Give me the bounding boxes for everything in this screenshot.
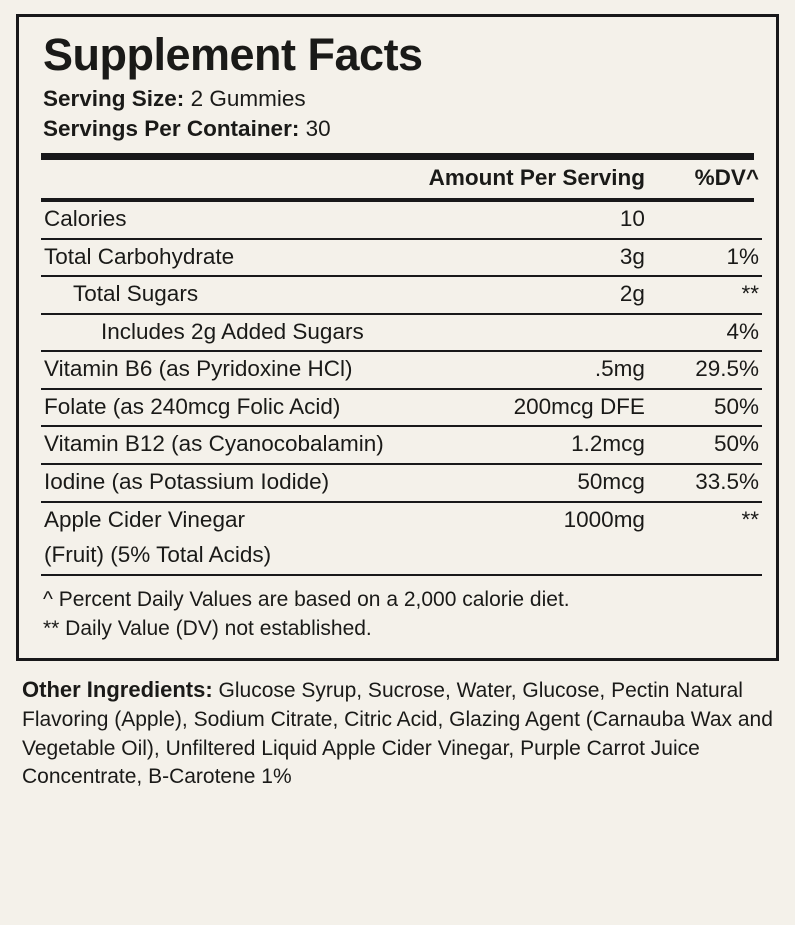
footnote-dv-not-established: ** Daily Value (DV) not established. bbox=[43, 616, 372, 640]
table-row bbox=[41, 426, 762, 464]
table-row bbox=[41, 538, 762, 575]
servings-per-container-value: 30 bbox=[305, 115, 331, 141]
row-amount: 2g bbox=[426, 276, 653, 314]
servings-per-container-label: Servings Per Container: bbox=[43, 115, 300, 141]
header-blank bbox=[41, 160, 426, 199]
row-amount bbox=[426, 314, 653, 352]
row-amount: 200mcg DFE bbox=[426, 389, 653, 427]
row-amount: .5mg bbox=[426, 351, 653, 389]
row-name: Vitamin B6 (as Pyridoxine HCl) bbox=[41, 351, 426, 389]
row-name: Iodine (as Potassium Iodide) bbox=[41, 464, 426, 502]
row-amount: 50mcg bbox=[426, 464, 653, 502]
table-header-row bbox=[41, 160, 762, 199]
row-dv: 4% bbox=[653, 314, 762, 352]
header-percent-dv: %DV^ bbox=[694, 164, 759, 190]
row-dv bbox=[653, 202, 762, 239]
other-ingredients bbox=[22, 675, 775, 793]
row-dv: 50% bbox=[653, 426, 762, 464]
supplement-facts-panel bbox=[16, 14, 779, 661]
row-dv: 33.5% bbox=[653, 464, 762, 502]
nutrition-header-table bbox=[41, 160, 762, 199]
row-name: (Fruit) (5% Total Acids) bbox=[41, 538, 426, 575]
serving-size-label: Serving Size: bbox=[43, 86, 185, 112]
nutrition-table bbox=[41, 202, 762, 575]
table-row bbox=[41, 464, 762, 502]
row-amount: 10 bbox=[426, 202, 653, 239]
row-name: Includes 2g Added Sugars bbox=[41, 314, 426, 352]
row-dv bbox=[653, 538, 762, 575]
table-row bbox=[41, 389, 762, 427]
divider-thick-top bbox=[41, 153, 754, 160]
other-ingredients-text: Glucose Syrup, Sucrose, Water, Glucose, Pectin Natural Flavoring (Apple), Sodium Citrate, Citric Acid, Glazing Agent (Carnauba Wax and Vegetable Oil), Unfiltered Liquid Apple Cider Vinegar, Purple Carrot Juice Concentrate, B-Carotene 1% bbox=[22, 678, 773, 789]
row-dv: ** bbox=[741, 506, 759, 532]
row-dv: 29.5% bbox=[653, 351, 762, 389]
table-row bbox=[41, 276, 762, 314]
footnote-percent-dv: ^ Percent Daily Values are based on a 2,000 calorie diet. bbox=[43, 587, 570, 611]
header-amount-per-serving: Amount Per Serving bbox=[428, 164, 645, 190]
other-ingredients-label: Other Ingredients: bbox=[22, 676, 213, 702]
table-row bbox=[41, 314, 762, 352]
row-amount: 3g bbox=[426, 239, 653, 277]
row-name: Total Carbohydrate bbox=[41, 239, 426, 277]
table-row bbox=[41, 239, 762, 277]
row-dv: 50% bbox=[653, 389, 762, 427]
row-amount: 1000mg bbox=[563, 506, 645, 532]
servings-per-container-line bbox=[43, 114, 758, 144]
row-amount bbox=[426, 538, 653, 575]
row-dv: 1% bbox=[653, 239, 762, 277]
row-dv: ** bbox=[653, 276, 762, 314]
row-name: Apple Cider Vinegar bbox=[44, 506, 245, 532]
row-name: Vitamin B12 (as Cyanocobalamin) bbox=[41, 426, 426, 464]
table-row bbox=[41, 202, 762, 239]
table-row bbox=[41, 351, 762, 389]
row-name: Calories bbox=[41, 202, 426, 239]
footnotes bbox=[43, 586, 752, 644]
serving-size-value: 2 Gummies bbox=[190, 86, 306, 112]
serving-size-line bbox=[43, 84, 758, 114]
row-name: Total Sugars bbox=[41, 276, 426, 314]
row-name: Folate (as 240mcg Folic Acid) bbox=[41, 389, 426, 427]
table-row bbox=[41, 502, 762, 539]
row-amount: 1.2mcg bbox=[426, 426, 653, 464]
panel-title: Supplement Facts bbox=[43, 29, 423, 80]
